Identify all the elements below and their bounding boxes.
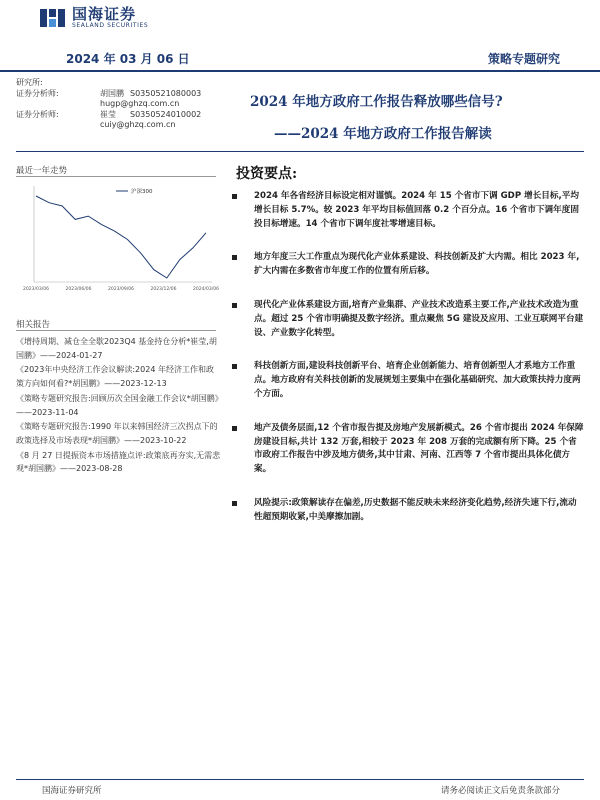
related-reports-list xyxy=(16,335,221,476)
related-report-item[interactable]: 《增持周期、减仓全全歇2023Q4 基金持仓分析*崔莹,胡国鹏》——2024-01-27 xyxy=(16,337,217,360)
key-point-item xyxy=(232,190,584,231)
trend-heading: 最近一年走势 xyxy=(16,166,68,176)
related-report-item[interactable]: 《8 月 27 日提振资本市场措施点评:政策底再夯实,无需悲观*胡国鹏》——2023-08-28 xyxy=(16,450,221,474)
analyst-info xyxy=(16,78,231,131)
key-point-item xyxy=(232,422,584,477)
key-point-text: 科技创新方面,建设科技创新平台、培育企业创新能力、培育创新型人才系地方工作重点。地方政府有关科技创新的发展规划主要集中在强化基础研究、加大政策扶持力度两个方面。 xyxy=(254,361,581,399)
bullet-icon xyxy=(232,501,237,506)
analyst-license: S0350524010002 xyxy=(130,109,202,119)
related-report-item[interactable]: 《2023年中央经济工作会议解读:2024 年经济工作和政策方向如何看?*胡国鹏》——2023-12-13 xyxy=(16,365,214,389)
x-tick-label: 2023/06/06 xyxy=(65,287,92,292)
bullet-icon xyxy=(232,426,237,431)
x-axis-labels xyxy=(23,286,219,292)
header-divider xyxy=(0,70,600,72)
analyst-name: 胡国鹏 xyxy=(100,88,124,98)
analyst-email: hugp@ghzq.com.cn xyxy=(100,99,180,108)
analyst-role: 证券分析师: xyxy=(16,88,59,98)
key-point-item xyxy=(232,299,584,340)
key-point-item xyxy=(232,360,584,401)
trend-chart xyxy=(16,182,219,302)
footer-divider xyxy=(16,779,584,780)
related-report-item[interactable]: 《策略专题研究报告:1990 年以来韩国经济三次拐点下的政策选择及市场表现*胡国鹏》——2023-10-22 xyxy=(16,422,218,445)
footer-institute: 国海证券研究所 xyxy=(42,786,102,796)
analyst-name: 崔莹 xyxy=(100,109,116,119)
analyst-row xyxy=(16,89,231,100)
report-subtitle: ——2024 年地方政府工作报告解读 xyxy=(274,126,492,142)
key-points-heading: 投资要点: xyxy=(236,166,298,182)
title-divider xyxy=(16,151,584,152)
key-point-item xyxy=(232,251,584,279)
analyst-license: S0350521080003 xyxy=(130,88,202,98)
logo-name-cn: 国海证券 xyxy=(72,5,137,23)
bullet-icon xyxy=(232,364,237,369)
series-line-csi300 xyxy=(36,196,206,278)
analyst-email: cuiy@ghzq.com.cn xyxy=(100,120,176,129)
research-label: 研究所: xyxy=(16,78,43,87)
logo-mark-icon xyxy=(40,7,66,29)
key-point-text: 2024 年各省经济目标设定相对谨慎。2024 年 15 个省市下调 GDP 增长目标,平均增长目标 5.7%。较 2023 年平均目标值回落 0.2 个百分点。16 个省市下调年度固投目标增速。14 个省市下调年度社零增速目标。 xyxy=(254,191,579,229)
bullet-icon xyxy=(232,194,237,199)
key-points-list xyxy=(232,190,584,525)
footer-disclaimer: 请务必阅读正文后免责条款部分 xyxy=(440,786,560,796)
x-tick-label: 2024/03/06 xyxy=(193,287,219,292)
x-tick-label: 2023/03/06 xyxy=(23,287,49,292)
analyst-row xyxy=(16,110,231,121)
report-category: 策略专题研究 xyxy=(487,52,560,66)
key-point-text: 地方年度三大工作重点为现代化产业体系建设、科技创新及扩大内需。相比 2023 年,扩大内需在多数省市年度工作的位置有所后移。 xyxy=(254,252,580,277)
analyst-role: 证券分析师: xyxy=(16,109,59,119)
company-logo xyxy=(40,6,148,30)
key-point-text: 地产及债务层面,12 个省市报告提及房地产发展新模式。26 个省市提出 2024 年保障房建设目标,共计 132 万套,相较于 2023 年 208 万套的完成额有所下降。25 个省市政府工作报告中涉及地方债务,其中甘肃、河南、江西等 7 个省市提出具体化债方案。 xyxy=(254,422,584,475)
x-tick-label: 2023/12/06 xyxy=(150,287,177,292)
bullet-icon xyxy=(232,303,237,308)
reports-heading: 相关报告 xyxy=(16,320,51,330)
key-point-text: 风险提示:政策解读存在偏差,历史数据不能反映未来经济变化趋势,经济失速下行,流动性超预期收紧,中美摩擦加剧。 xyxy=(254,497,577,522)
related-report-item[interactable]: 《策略专题研究报告:回顾历次全国金融工作会议*胡国鹏》——2023-11-04 xyxy=(16,393,219,417)
key-point-text: 现代化产业体系建设方面,培育产业集群、产业技术改造系主要工作,产业技术改造为重点。超过 25 个省市明确提及数字经济。重点聚焦 5G 建设及应用、工业互联网平台建设、产业数字化转型。 xyxy=(254,299,584,338)
legend-label: 沪深300 xyxy=(131,189,153,195)
trend-heading-line xyxy=(16,176,216,177)
report-title: 2024 年地方政府工作报告释放哪些信号? xyxy=(250,94,503,110)
logo-name-en: SEALAND SECURITIES xyxy=(72,22,149,29)
reports-heading-line xyxy=(16,330,216,331)
key-point-item xyxy=(232,497,584,525)
report-date: 2024 年 03 月 06 日 xyxy=(66,52,190,66)
x-tick-label: 2023/09/06 xyxy=(108,287,134,292)
bullet-icon xyxy=(232,255,237,260)
